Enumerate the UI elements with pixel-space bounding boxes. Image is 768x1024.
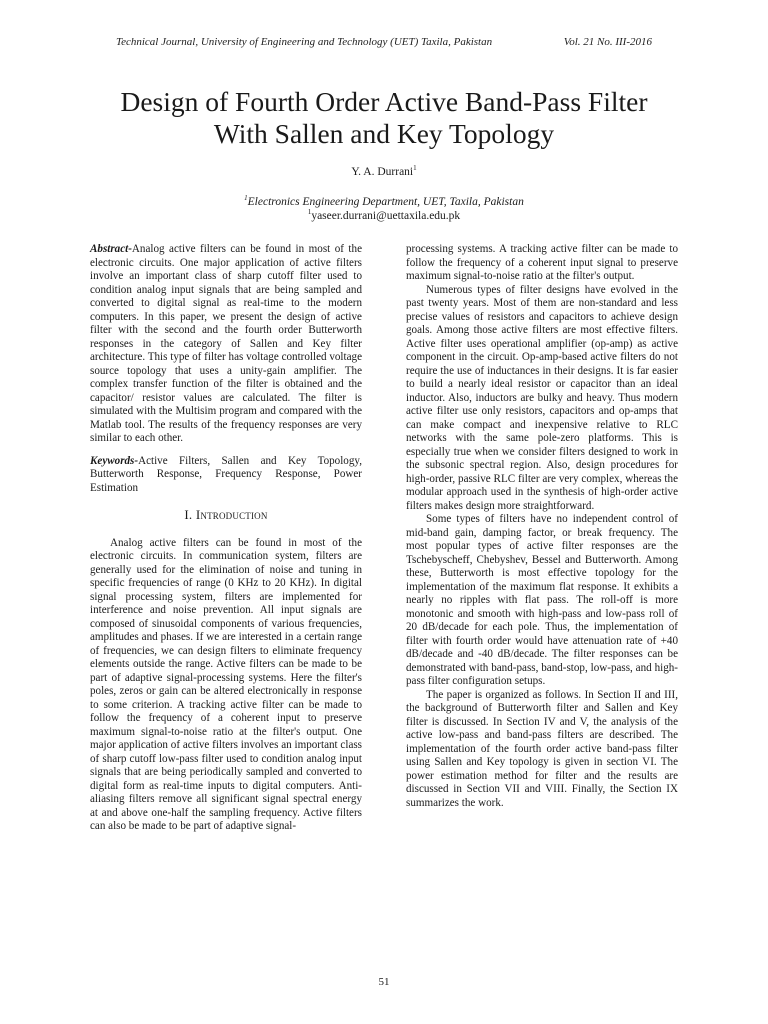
running-header	[116, 36, 652, 49]
title-line-2: With Sallen and Key Topology	[213, 118, 555, 149]
section-numeral: I.	[184, 507, 196, 522]
intro-paragraph-1-continued: processing systems. A tracking active filter can be made to follow the frequency of a coherent input signal to preserve maximum signal-to-noise ratio at the filter's output.	[406, 243, 678, 282]
author-name: Y. A. Durrani	[351, 166, 414, 178]
abstract-label: Abstract-	[90, 243, 132, 255]
right-column	[406, 243, 678, 810]
keywords-text: Active Filters, Sallen and Key Topology, Butterworth Response, Frequency Response, Power Estimation	[90, 454, 362, 494]
author	[0, 166, 768, 178]
author-superscript: 1	[413, 164, 417, 173]
abstract-text: Analog active filters can be found in most of the electronic circuits. One major application of active filters involve an important class of sharp cutoff filter used to condition analog input signals that are being sampled and converted to digital signal as real-time to the modern computers. In this paper, we present the design of active filter with the second and the fourth order Butterworth responses in the category of Sallen and Key filter architecture. This type of filter has voltage controlled voltage source topology that uses a unity-gain amplifier. The complex transfer function of the filter is obtained and the capacitor/ resistor values are calculated. The filter is simulated with the Multisim program and compared with the Matlab tool. The results of the frequency responses are very similar to each other.	[90, 243, 362, 444]
intro-paragraph-4: The paper is organized as follows. In Section II and III, the background of Butterworth filter and Sallen and Key filter is discussed. In Section IV and V, the analysis of the active low-pass and band-pass filters are described. The implementation of the fourth order active band-pass filter using Sallen and Key topology is given in section VI. The power estimation method for filter and the results are discussed in Section VII and VIII. Finally, the Section IX summarizes the work.	[406, 688, 678, 809]
department-superscript: 1	[244, 194, 248, 203]
keywords-label: Keywords-	[90, 454, 139, 467]
author-email	[0, 209, 768, 223]
keywords	[90, 455, 362, 496]
intro-paragraph-1: Analog active filters can be found in most of the electronic circuits. In communication system, filters are generally used for the elimination of noise and tuning in specific frequencies of range (0 KHz to 20 KHz). In digital signal processing system, filters are implemented for interference and noise prevention. All input signals are composed of sinusoidal components of various frequencies, amplitudes and phases. If we are interested in a certain range of frequencies, we can design filters to eliminate frequency elements outside the range. Active filters can be made to be part of adaptive signal-processing systems. Here the filter's poles, zeros or gain can be altered electronically in response to some criterion. A tracking active filter can be made to follow the frequency of a coherent input to preserve maximum signal-to-noise ratio at the filter's output. One major application of active filters involves an important class of sharp cutoff low-pass filter used to condition analog input signals that are being periodically sampled and converted to digital form as real-time inputs to digital computers. Anti-aliasing filters remove all significant signal spectral energy at and above one-half the sampling frequency. Active filters can also be made to be part of adaptive signal-	[90, 536, 362, 832]
section-title: Introduction	[195, 507, 268, 522]
intro-paragraph-3: Some types of filters have no independent control of mid-band gain, damping factor, or break frequency. The most popular types of active filter responses are the Tschebyscheff, Chebyshev, Bessel and Butterworth. Among these, Butterworth is most effective topology for the implementation of the maximum flat response. It exhibits a nearly no ripples with flat pass. The roll-off is more monotonic and smooth with high-pass and low-pass roll of 20 dB/decade for each pole. Thus, the implementation of filter with fourth order would have attenuation rate of +40 dB/decade and -40 dB/decade. The filter responses can be demonstrated with band-pass, band-stop, low-pass, and high-pass filter configuration setups.	[406, 513, 678, 687]
department	[0, 195, 768, 209]
section-heading-introduction	[90, 508, 362, 522]
affiliation	[0, 195, 768, 223]
title-line-1: Design of Fourth Order Active Band-Pass Filter	[120, 86, 648, 117]
email-text: yaseer.durrani@uettaxila.edu.pk	[311, 210, 461, 222]
left-column	[90, 243, 362, 834]
volume-info: Vol. 21 No. III-2016	[563, 36, 652, 48]
department-text: Electronics Engineering Department, UET, Taxila, Pakistan	[247, 196, 524, 208]
journal-name: Technical Journal, University of Engineering and Technology (UET) Taxila, Pakistan	[116, 36, 493, 48]
abstract	[90, 243, 362, 446]
email-superscript: 1	[307, 208, 312, 217]
intro-paragraph-2: Numerous types of filter designs have evolved in the past twenty years. Most of them are non-standard and less precise values of resistors and capacitors to achieve design goals. Among those active filters are most effective filters. Active filter uses operational amplifier (op-amp) as active component in the circuit. Op-amp-based active filters do not require the use of inductances in their designs. It is far easier to build a nearly ideal resistor or capacitor than an ideal inductor. Also, inductors are bulky and heavy. Thus modern active filter use only resistors, capacitors and op-amps that can make compact and inexpensive relative to RLC networks with the same pole-zero platforms. This is especially true when we consider filters designed to work in the subsonic spectral region. Also, design procedures for high-order, passive RLC filter are very complex, whereas the modular approach used in the synthesis of high-order active filters makes design more straightforward.	[406, 283, 678, 512]
paper-title	[40, 86, 728, 150]
page-number: 51	[378, 976, 390, 988]
